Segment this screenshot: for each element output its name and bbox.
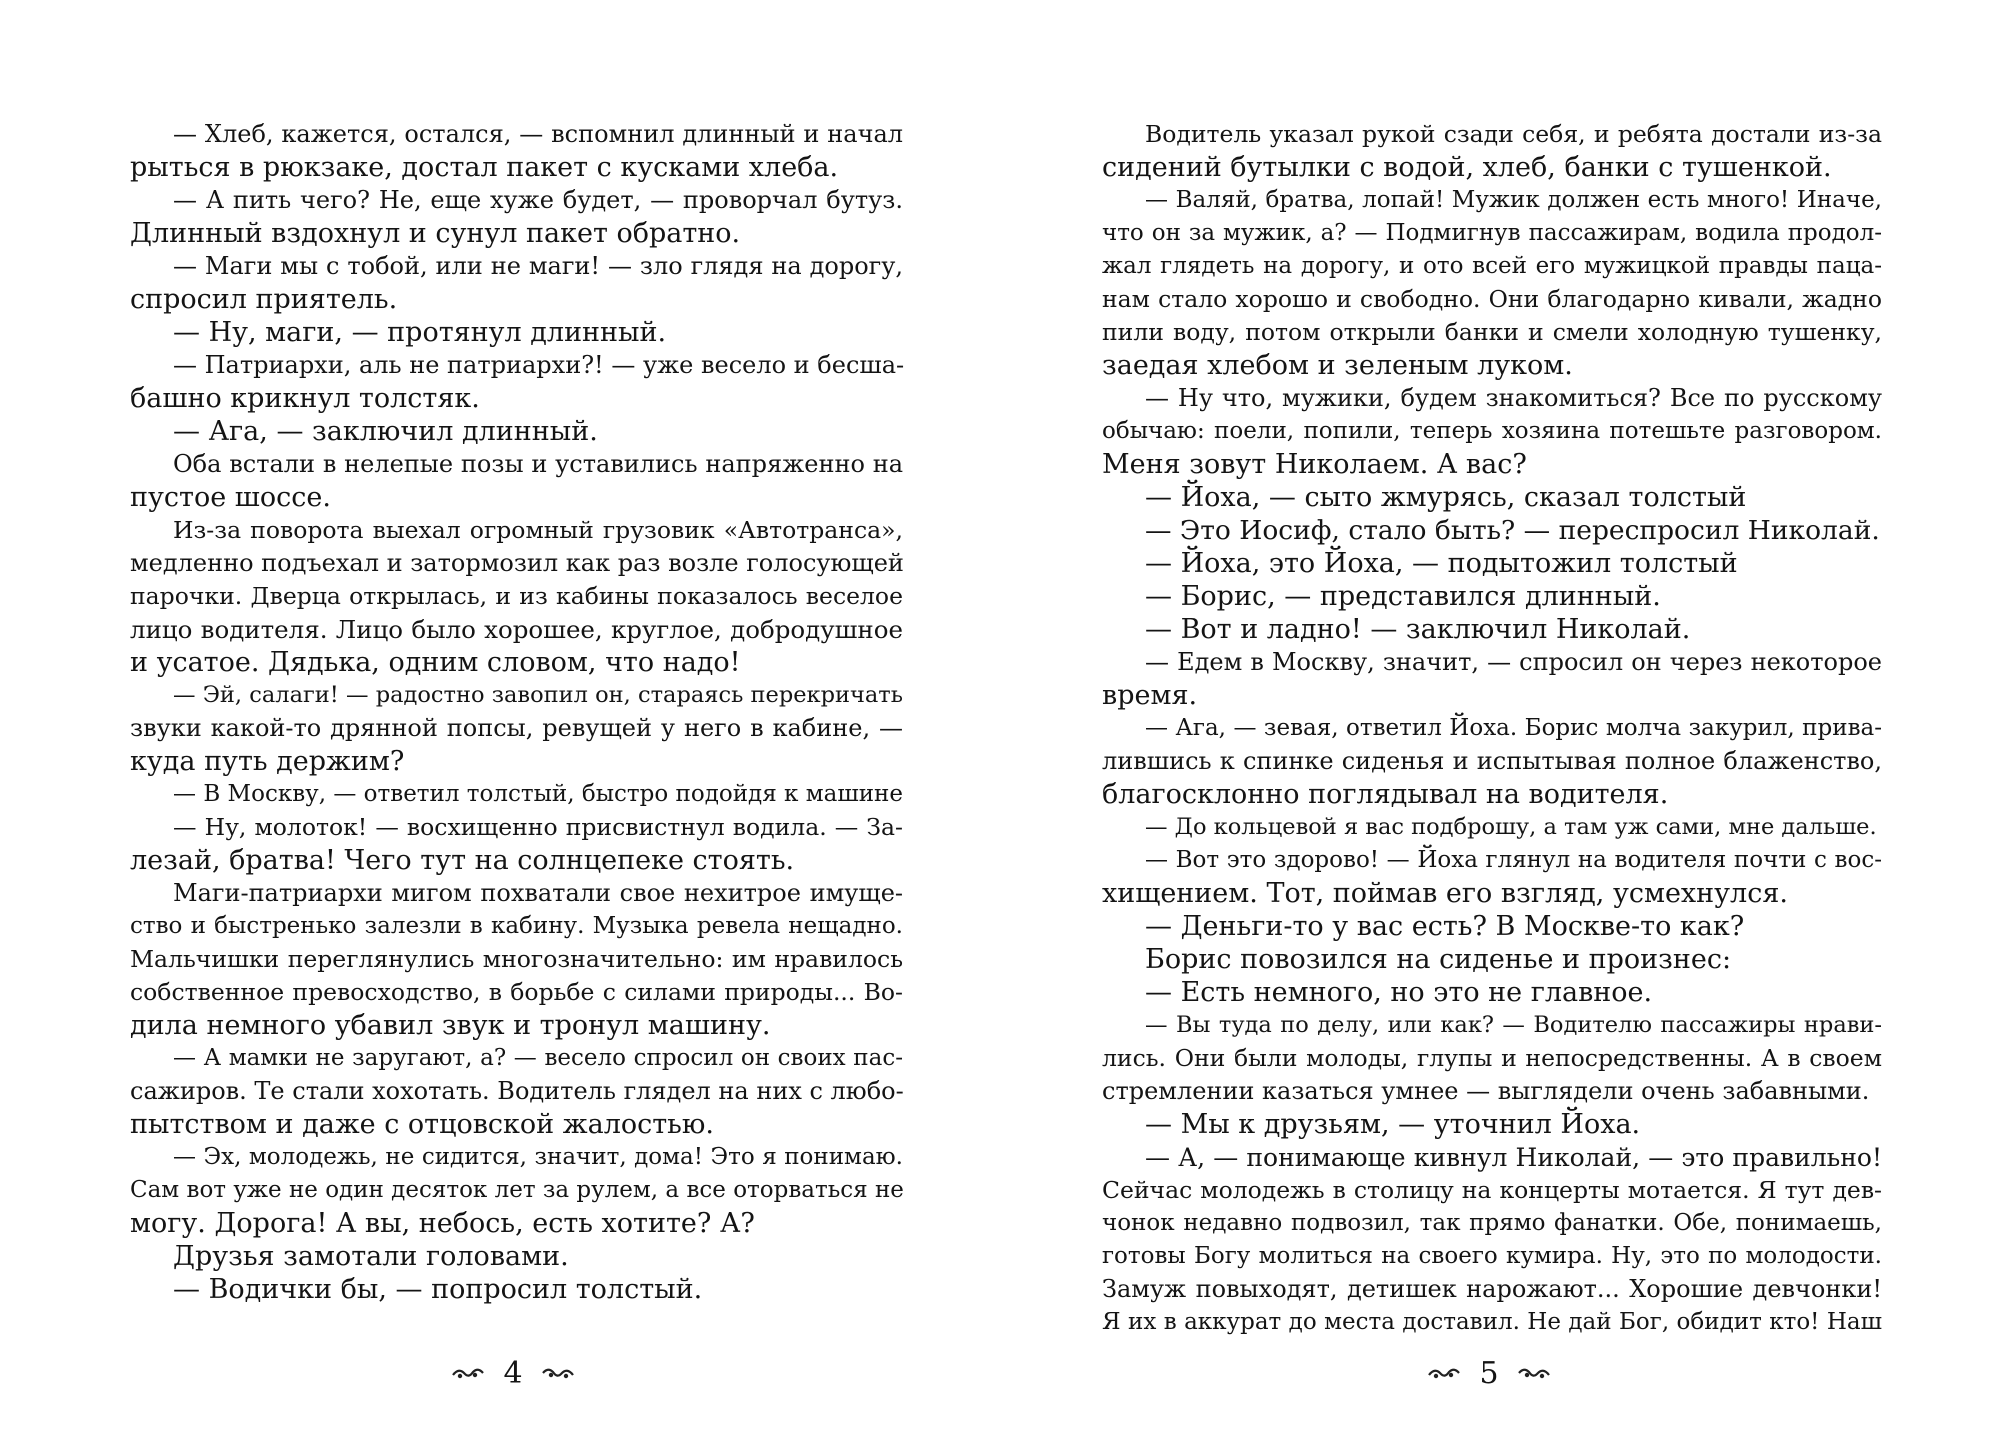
text-line: готовы Богу молиться на своего кумира. Ну, это по молодости.: [1102, 1243, 1882, 1269]
text-line: лившись к спинке сиденья и испытывая полное блаженство,: [1102, 747, 1882, 775]
left-page-text: [130, 118, 903, 1306]
text-line: ство и быстренько залезли в кабину. Музыка ревела нещадно.: [130, 913, 903, 939]
left-page-footer: [413, 1353, 613, 1393]
text-line: Из-за поворота выехал огромный грузовик «Автотранса»,: [173, 516, 903, 544]
text-line: — Мы к друзьям, — уточнил Йоха.: [1145, 1109, 1641, 1140]
text-line: — Эй, салаги! — радостно завопил он, стараясь перекричать: [173, 682, 903, 708]
text-line: время.: [1102, 680, 1198, 711]
text-line: Мальчишки переглянулись многозначительно: им нравилось: [130, 945, 903, 973]
text-line: сажиров. Те стали хохотать. Водитель глядел на них с любо-: [130, 1077, 904, 1105]
text-line: Маги-патриархи мигом похватали свое нехитрое имуще-: [173, 879, 903, 907]
text-line: хищением. Тот, поймав его взгляд, усмехнулся.: [1102, 878, 1788, 909]
text-line: звуки какой-то дрянной попсы, ревущей у него в кабине, —: [130, 714, 903, 742]
text-line: — Ну, маги, — протянул длинный.: [173, 317, 667, 348]
text-line: — Йоха, — сыто жмурясь, сказал толстый: [1145, 482, 1747, 513]
text-line: что он за мужик, а? — Подмигнув пассажирам, водила продол-: [1102, 220, 1882, 246]
text-line: Меня зовут Николаем. А вас?: [1102, 449, 1527, 480]
text-line: — Едем в Москву, значит, — спросил он через некоторое: [1145, 648, 1882, 676]
text-line: Сейчас молодежь в столицу на концерты мотается. Я тут дев-: [1102, 1176, 1882, 1204]
text-line: — Вот это здорово! — Йоха глянул на водителя почти с вос-: [1145, 847, 1882, 873]
text-line: Друзья замотали головами.: [173, 1241, 569, 1272]
text-line: — Вот и ладно! — заключил Николай.: [1145, 614, 1691, 645]
text-line: нам стало хорошо и свободно. Они благодарно кивали, жадно: [1102, 285, 1882, 313]
text-line: Борис повозился на сиденье и произнес:: [1145, 944, 1732, 975]
text-line: благосклонно поглядывал на водителя.: [1102, 779, 1669, 810]
text-line: — Деньги-то у вас есть? В Москве-то как?: [1145, 911, 1745, 942]
page-number: 4: [503, 1355, 523, 1391]
text-line: — Водички бы, — попросил толстый.: [173, 1274, 703, 1305]
text-line: дила немного убавил звук и тронул машину.: [130, 1010, 771, 1041]
text-line: пытством и даже с отцовской жалостью.: [130, 1109, 714, 1140]
text-line: пустое шоссе.: [130, 482, 331, 513]
floral-ornament-icon: [1427, 1365, 1461, 1381]
text-line: — Эх, молодежь, не сидится, значит, дома! Это я понимаю.: [173, 1144, 903, 1170]
page-number: 5: [1479, 1355, 1499, 1391]
text-line: куда путь держим?: [130, 746, 405, 777]
text-line: заедая хлебом и зеленым луком.: [1102, 350, 1573, 381]
text-line: Водитель указал рукой сзади себя, и ребята достали из-за: [1145, 120, 1882, 148]
text-line: — Ну, молоток! — восхищенно присвистнул водила. — За-: [173, 813, 903, 841]
text-line: спросил приятель.: [130, 284, 398, 315]
text-line: — Валяй, братва, лопай! Мужик должен есть много! Иначе,: [1145, 187, 1882, 213]
text-line: парочки. Дверца открылась, и из кабины показалось веселое: [130, 582, 903, 610]
text-line: пили воду, потом открыли банки и смели холодную тушенку,: [1102, 318, 1882, 346]
text-line: медленно подъехал и затормозил как раз возле голосующей: [130, 549, 904, 577]
text-line: обычаю: поели, попили, теперь хозяина потешьте разговором.: [1102, 418, 1882, 444]
text-line: Я их в аккурат до места доставил. Не дай Бог, обидит кто! Наш: [1102, 1309, 1882, 1335]
text-line: — Это Иосиф, стало быть? — переспросил Николай.: [1145, 515, 1880, 546]
text-line: — А пить чего? Не, еще хуже будет, — проворчал бутуз.: [173, 186, 903, 214]
text-line: Длинный вздохнул и сунул пакет обратно.: [130, 218, 741, 249]
text-line: — Борис, — представился длинный.: [1145, 581, 1661, 612]
text-line: — Ага, — заключил длинный.: [173, 416, 598, 447]
text-line: — Патриархи, аль не патриархи?! — уже весело и бесша-: [173, 351, 905, 379]
text-line: жал глядеть на дорогу, и ото всей его мужицкой правды паца-: [1102, 253, 1882, 279]
text-line: лезай, братва! Чего тут на солнцепеке стоять.: [130, 845, 795, 876]
text-line: — В Москву, — ответил толстый, быстро подойдя к машине: [173, 781, 903, 807]
text-line: стремлении казаться умнее — выглядели очень забавными.: [1102, 1077, 1870, 1105]
floral-ornament-icon: [1517, 1365, 1551, 1381]
text-line: чонок недавно подвозил, так прямо фанатки. Обе, понимаешь,: [1102, 1210, 1882, 1236]
text-line: сидений бутылки с водой, хлеб, банки с тушенкой.: [1102, 152, 1832, 183]
text-line: башно крикнул толстяк.: [130, 383, 480, 414]
text-line: — Йоха, это Йоха, — подытожил толстый: [1145, 548, 1738, 579]
floral-ornament-icon: [451, 1365, 485, 1381]
text-line: рыться в рюкзаке, достал пакет с кусками хлеба.: [130, 152, 839, 183]
right-page: [1000, 0, 2000, 1455]
text-line: — Хлеб, кажется, остался, — вспомнил длинный и начал: [173, 120, 903, 148]
text-line: — Ну что, мужики, будем знакомиться? Все по русскому: [1145, 384, 1882, 412]
text-line: Оба встали в нелепые позы и уставились напряженно на: [173, 450, 903, 478]
text-line: — Вы туда по делу, или как? — Водителю пассажиры нрави-: [1145, 1012, 1882, 1038]
text-line: лицо водителя. Лицо было хорошее, круглое, добродушное: [130, 615, 903, 644]
right-page-footer: [1389, 1353, 1589, 1393]
text-line: — Ага, — зевая, ответил Йоха. Борис молча закурил, прива-: [1145, 715, 1882, 741]
text-line: лись. Они были молоды, глупы и непосредственны. А в своем: [1102, 1044, 1882, 1072]
right-page-text: [1102, 118, 1882, 1339]
text-line: и усатое. Дядька, одним словом, что надо!: [130, 647, 741, 678]
text-line: Сам вот уже не один десяток лет за рулем, а все оторваться не: [130, 1177, 904, 1203]
floral-ornament-icon: [541, 1365, 575, 1381]
text-line: — До кольцевой я вас подброшу, а там уж сами, мне дальше.: [1145, 814, 1877, 840]
text-line: — Маги мы с тобой, или не маги! — зло глядя на дорогу,: [173, 252, 903, 280]
text-line: — Есть немного, но это не главное.: [1145, 977, 1653, 1008]
text-line: Замуж повыходят, детишек нарожают... Хорошие девчонки!: [1102, 1275, 1882, 1303]
text-line: — А, — понимающе кивнул Николай, — это правильно!: [1145, 1143, 1882, 1172]
text-line: — А мамки не заругают, а? — весело спросил он своих пас-: [173, 1045, 903, 1071]
text-line: могу. Дорога! А вы, небось, есть хотите? А?: [130, 1208, 755, 1239]
text-line: собственное превосходство, в борьбе с силами природы... Во-: [130, 978, 903, 1006]
